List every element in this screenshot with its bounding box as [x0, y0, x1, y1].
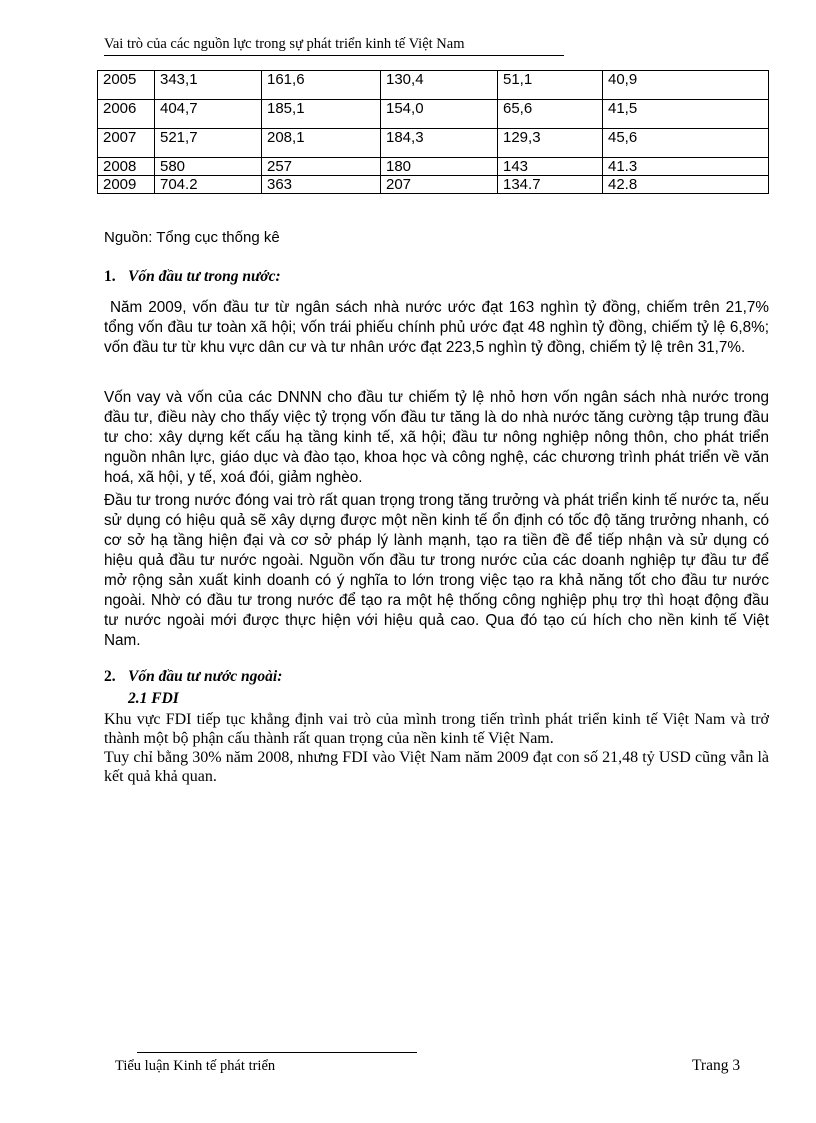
table-cell: 184,3	[381, 129, 498, 158]
table-row	[98, 129, 769, 158]
page-number: Trang 3	[692, 1057, 741, 1074]
table-cell: 2006	[98, 100, 155, 129]
table-cell: 704.2	[155, 176, 262, 194]
table-cell: 134.7	[498, 176, 603, 194]
table-cell: 130,4	[381, 71, 498, 100]
section-2-number: 2.	[104, 668, 116, 685]
paragraph: Vốn vay và vốn của các DNNN cho đầu tư chiếm tỷ lệ nhỏ hơn vốn ngân sách nhà nước trong đầu tư, điều này cho thấy việc tỷ trọng vốn đầu tư tăng là do nhà nước tăng cường tập trung đầu tư cho: xây dựng kết cấu hạ tầng kinh tế, xã hội; đầu tư nông nghiệp nông thôn, cho phát triển nguồn nhân lực, giáo dục và đào tạo, khoa học và công nghệ, các chương trình phát triển về văn hoá, xã hội, y tế, xoá đói, giảm nghèo.	[104, 389, 769, 486]
table-row	[98, 176, 769, 194]
subsection-heading: 2.1 FDI	[128, 690, 179, 707]
table-cell: 580	[155, 158, 262, 176]
table-row	[98, 100, 769, 129]
source-note: Nguồn: Tổng cục thống kê	[104, 229, 280, 246]
table-cell: 65,6	[498, 100, 603, 129]
data-table	[97, 70, 769, 194]
paragraph: Năm 2009, vốn đầu tư từ ngân sách nhà nước ước đạt 163 nghìn tỷ đồng, chiếm trên 21,7% tổng vốn đầu tư toàn xã hội; vốn trái phiếu chính phủ ước đạt 48 nghìn tỷ đồng, chiếm tỷ lệ 6,8%; vốn đầu tư từ khu vực dân cư và tư nhân ước đạt 223,5 nghìn tỷ đồng, chiếm tỷ lệ trên 31,7%.	[104, 299, 774, 356]
table-row	[98, 71, 769, 100]
table-cell: 521,7	[155, 129, 262, 158]
table-cell: 2007	[98, 129, 155, 158]
table-cell: 343,1	[155, 71, 262, 100]
paragraph: Khu vực FDI tiếp tục khẳng định vai trò của mình trong tiến trình phát triển kinh tế Việt Nam và trở thành một bộ phận cấu thành rất quan trọng của nền kinh tế Việt Nam.	[104, 711, 769, 747]
table-cell: 51,1	[498, 71, 603, 100]
table-cell: 2005	[98, 71, 155, 100]
section-2-title: Vốn đầu tư nước ngoài:	[128, 668, 283, 685]
table-cell: 363	[262, 176, 381, 194]
table-row	[98, 158, 769, 176]
table-cell: 185,1	[262, 100, 381, 129]
table-cell: 154,0	[381, 100, 498, 129]
section-1-heading	[104, 268, 281, 286]
footer-divider	[137, 1052, 417, 1053]
table-cell: 42.8	[603, 176, 769, 194]
section-2-heading	[104, 668, 282, 686]
table-cell: 129,3	[498, 129, 603, 158]
table-cell: 2008	[98, 158, 155, 176]
table-cell: 257	[262, 158, 381, 176]
table-cell: 180	[381, 158, 498, 176]
table-cell: 161,6	[262, 71, 381, 100]
table-cell: 143	[498, 158, 603, 176]
table-cell: 208,1	[262, 129, 381, 158]
table-cell: 2009	[98, 176, 155, 194]
section-1-title: Vốn đầu tư trong nước:	[128, 268, 281, 285]
table-cell: 41.3	[603, 158, 769, 176]
table-cell: 404,7	[155, 100, 262, 129]
table-cell: 207	[381, 176, 498, 194]
footer-title: Tiểu luận Kinh tế phát triển	[115, 1058, 276, 1074]
table-cell: 40,9	[603, 71, 769, 100]
section-1-number: 1.	[104, 268, 116, 285]
table-cell: 41,5	[603, 100, 769, 129]
paragraph: Tuy chỉ bằng 30% năm 2008, nhưng FDI vào Việt Nam năm 2009 đạt con số 21,48 tỷ USD cũng vẫn là kết quả khả quan.	[104, 749, 769, 785]
table-cell: 45,6	[603, 129, 769, 158]
paragraph: Đầu tư trong nước đóng vai trò rất quan trọng trong tăng trưởng và phát triển kinh tế nước ta, nếu sử dụng có hiệu quả sẽ xây dựng được một nền kinh tế ổn định có tốc độ tăng trưởng nhanh, có cơ sở hạ tầng hiện đại và cơ sở pháp lý lành mạnh, tạo ra tiền đề để tiếp nhận và sử dụng có hiệu quả đầu tư nước ngoài. Nguồn vốn đầu tư trong nước của các doanh nghiệp tự đầu tư để mở rộng sản xuất kinh doanh có ý nghĩa to lớn trong việc tạo ra khả năng tốt cho đầu tư nước ngoài. Nhờ có đầu tư trong nước để tạo ra một hệ thống công nghiệp phụ trợ thì hoạt động đầu tư nước ngoài mới được thực hiện với hiệu quả cao. Qua đó tạo cú hích cho nền kinh tế Việt Nam.	[104, 492, 769, 649]
page-header: Vai trò của các nguồn lực trong sự phát triển kinh tế Việt Nam	[104, 36, 564, 56]
